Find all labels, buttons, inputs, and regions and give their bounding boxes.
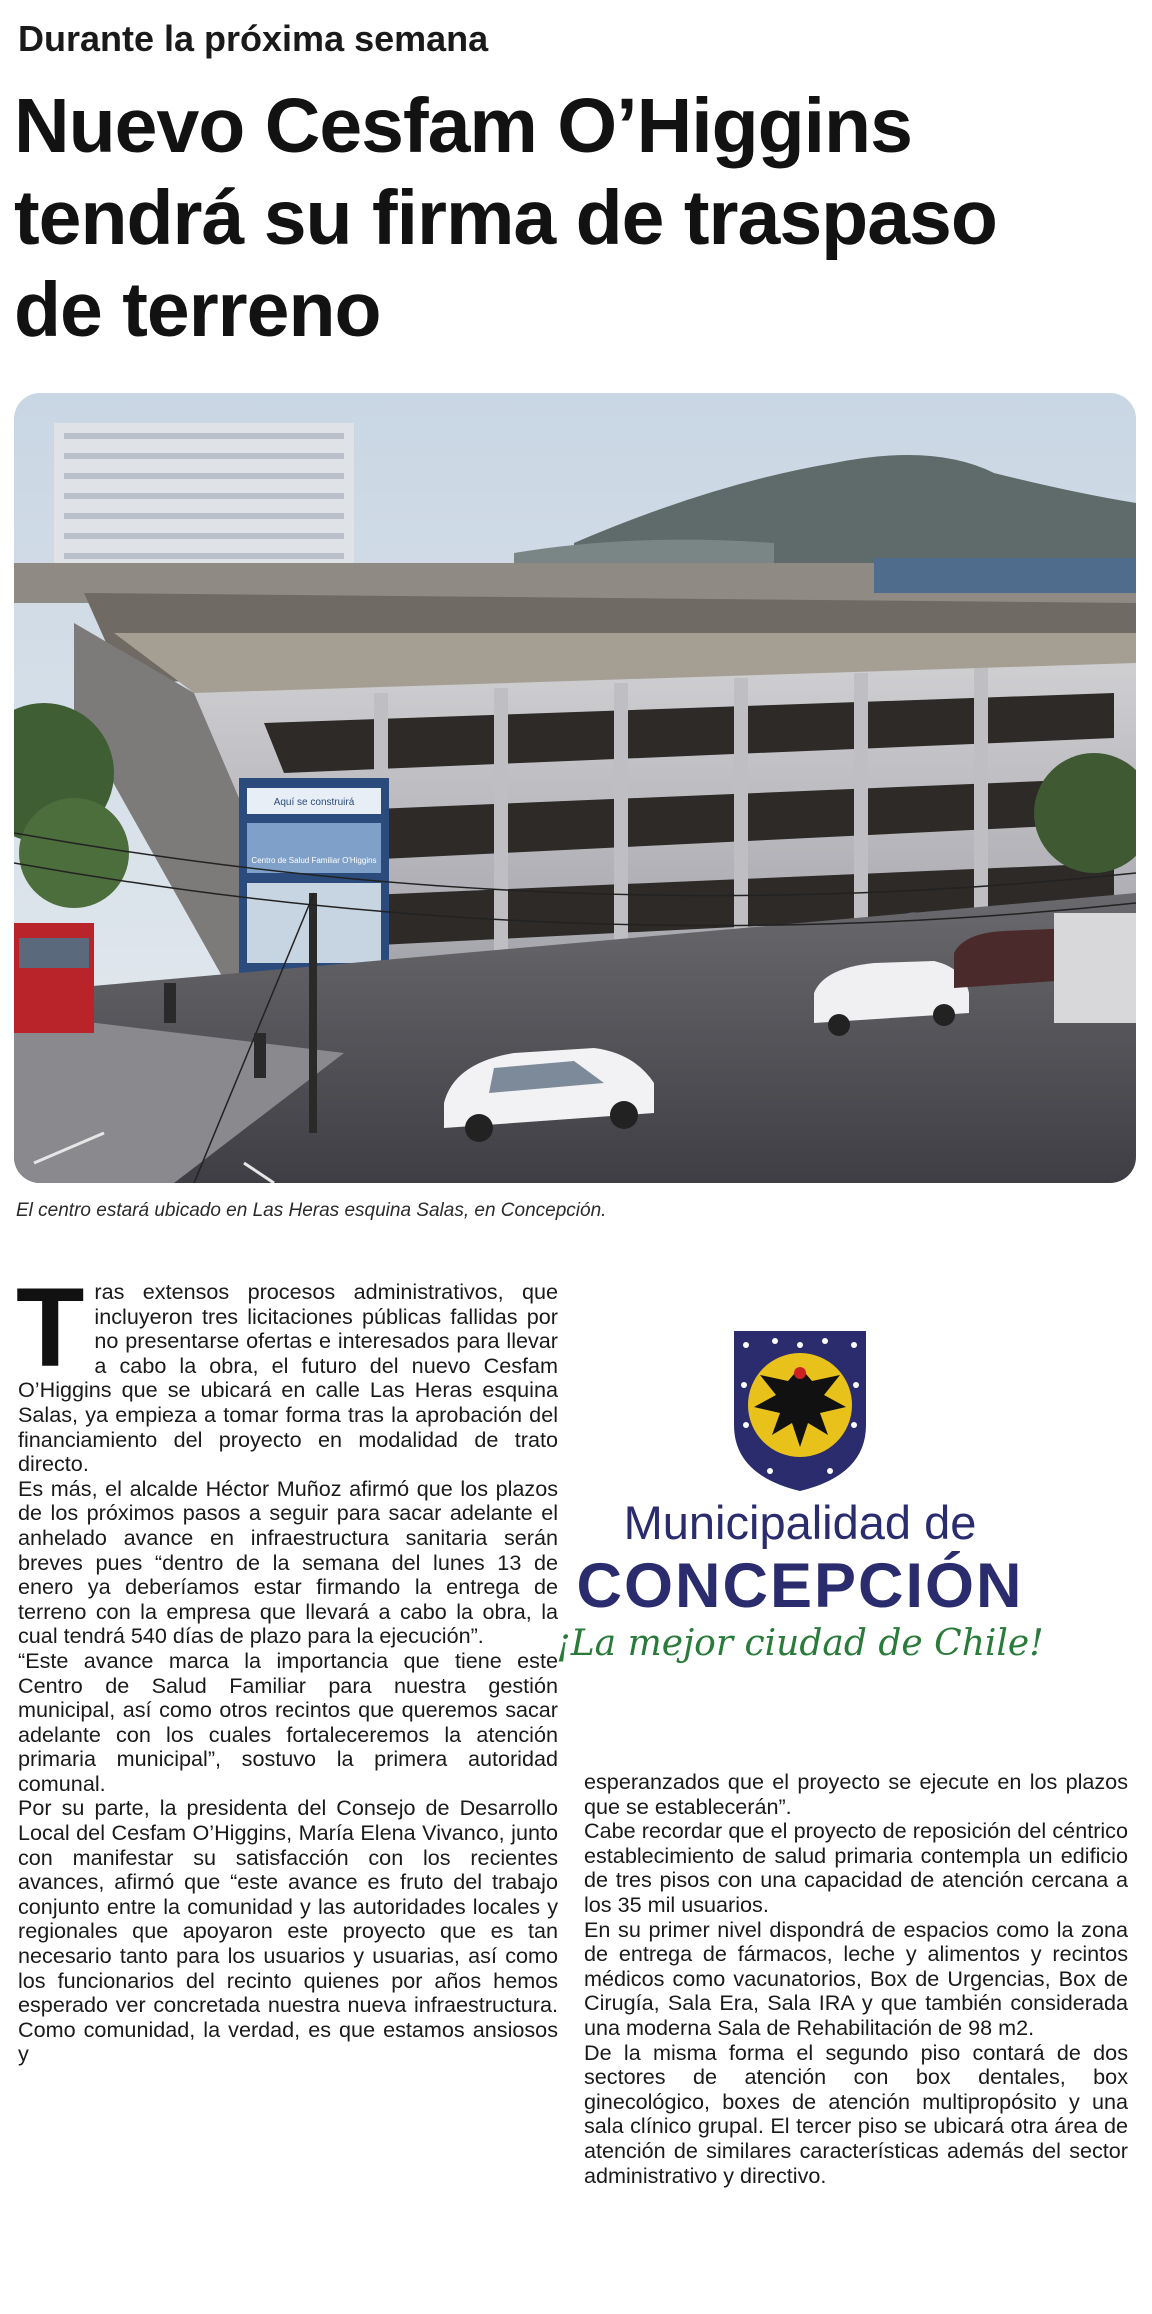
building-photo <box>14 393 1136 1183</box>
article-kicker: Durante la próxima semana <box>18 18 489 59</box>
dropcap: T <box>16 1265 85 1390</box>
lead-paragraph <box>16 1265 558 1477</box>
billboard-line-1: Aquí se construirá <box>273 797 355 808</box>
col2-paragraph-4: De la misma forma el segundo piso contará de dos sectores de atención con box dentales, box ginecológico, boxes de atención multipropósito y una sala clínico grupal. El tercer piso se ubicará otra área de atención de similares características además del sector administrativo y directivo. <box>584 2039 1128 2188</box>
article-photo <box>14 393 1136 1183</box>
photo-caption: El centro estará ubicado en Las Heras esquina Salas, en Concepción. <box>16 1200 607 1221</box>
red-truck <box>14 923 94 1033</box>
paragraph-2: Es más, el alcalde Héctor Muñoz afirmó que los plazos de los próximos pasos a seguir para sacar adelante el anhelado avance en infraestructura sanitaria serán breves pues “dentro de la semana del lunes 13 de enero ya deberíamos estar firmando la entrega de terreno con la empresa que llevará a cabo la obra, la cual tendrá 540 días de plazo para la ejecución”. <box>18 1475 558 1649</box>
article-column-1 <box>16 1265 558 2067</box>
article-column-2 <box>584 1770 1128 2188</box>
article-headline <box>14 80 1134 356</box>
headline-line-1: Nuevo Cesfam O’Higgins <box>14 83 912 169</box>
col2-paragraph-3: En su primer nivel dispondrá de espacios como la zona de entrega de fármacos, leche y alimentos y recintos médicos como vacunatorios, Box de Urgencias, Box de Cirugía, Sala Era, Sala IRA y que también considerada una moderna Sala de Rehabilitación de 98 m2. <box>584 1916 1128 2040</box>
headline-line-3: de terreno <box>14 267 381 353</box>
logo-slogan: ¡La mejor ciudad de Chile! <box>556 1623 1044 1664</box>
billboard-line-2: Centro de Salud Familiar O'Higgins <box>251 856 377 865</box>
col2-paragraph-1: esperanzados que el proyecto se ejecute en los plazos que se establecerán”. <box>584 1769 1128 1819</box>
lead-text: ras extensos procesos administrativos, que incluyeron tres licitaciones públicas fallidas por no presentarse ofertas e interesados para llevar a cabo la obra, el futuro del nuevo Cesfam O’Higgins que se ubicará en calle Las Heras esquina Salas, ya empieza a tomar forma tras la aprobación del financiamiento del proyecto en modalidad de trato directo. <box>18 1279 558 1477</box>
headline-line-2: tendrá su firma de traspaso <box>14 175 997 261</box>
paragraph-4: Por su parte, la presidenta del Consejo de Desarrollo Local del Cesfam O’Higgins, María Elena Vivanco, junto con manifestar su satisfacción con los recientes avances, afirmó que “este avance es fruto del trabajo conjunto entre la comunidad y las autoridades locales y regionales que apoyaron este proyecto que es tan necesario tanto para los usuarios y usuarias, así como los funcionarios del recinto quienes por años hemos esperado ver concretada nuestra nueva infraestructura. Como comunidad, la verdad, es que estamos ansiosos y <box>18 1795 558 2067</box>
logo-city: CONCEPCIÓN <box>576 1551 1024 1621</box>
paragraph-3: “Este avance marca la importancia que tiene este Centro de Salud Familiar para nuestra gestión municipal, así como otros recintos que queremos sacar adelante con los cuales fortaleceremos la atención primaria municipal”, sostuvo la primera autoridad comunal. <box>18 1647 558 1796</box>
municipality-logo <box>520 1325 1080 1664</box>
logo-name: Municipalidad de <box>623 1496 977 1549</box>
coat-of-arms-icon <box>520 1325 1080 1495</box>
col2-paragraph-2: Cabe recordar que el proyecto de reposición del céntrico establecimiento de salud primaria contempla un edificio de tres pisos con una capacidad de atención cercana a los 35 mil usuarios. <box>584 1818 1128 1917</box>
